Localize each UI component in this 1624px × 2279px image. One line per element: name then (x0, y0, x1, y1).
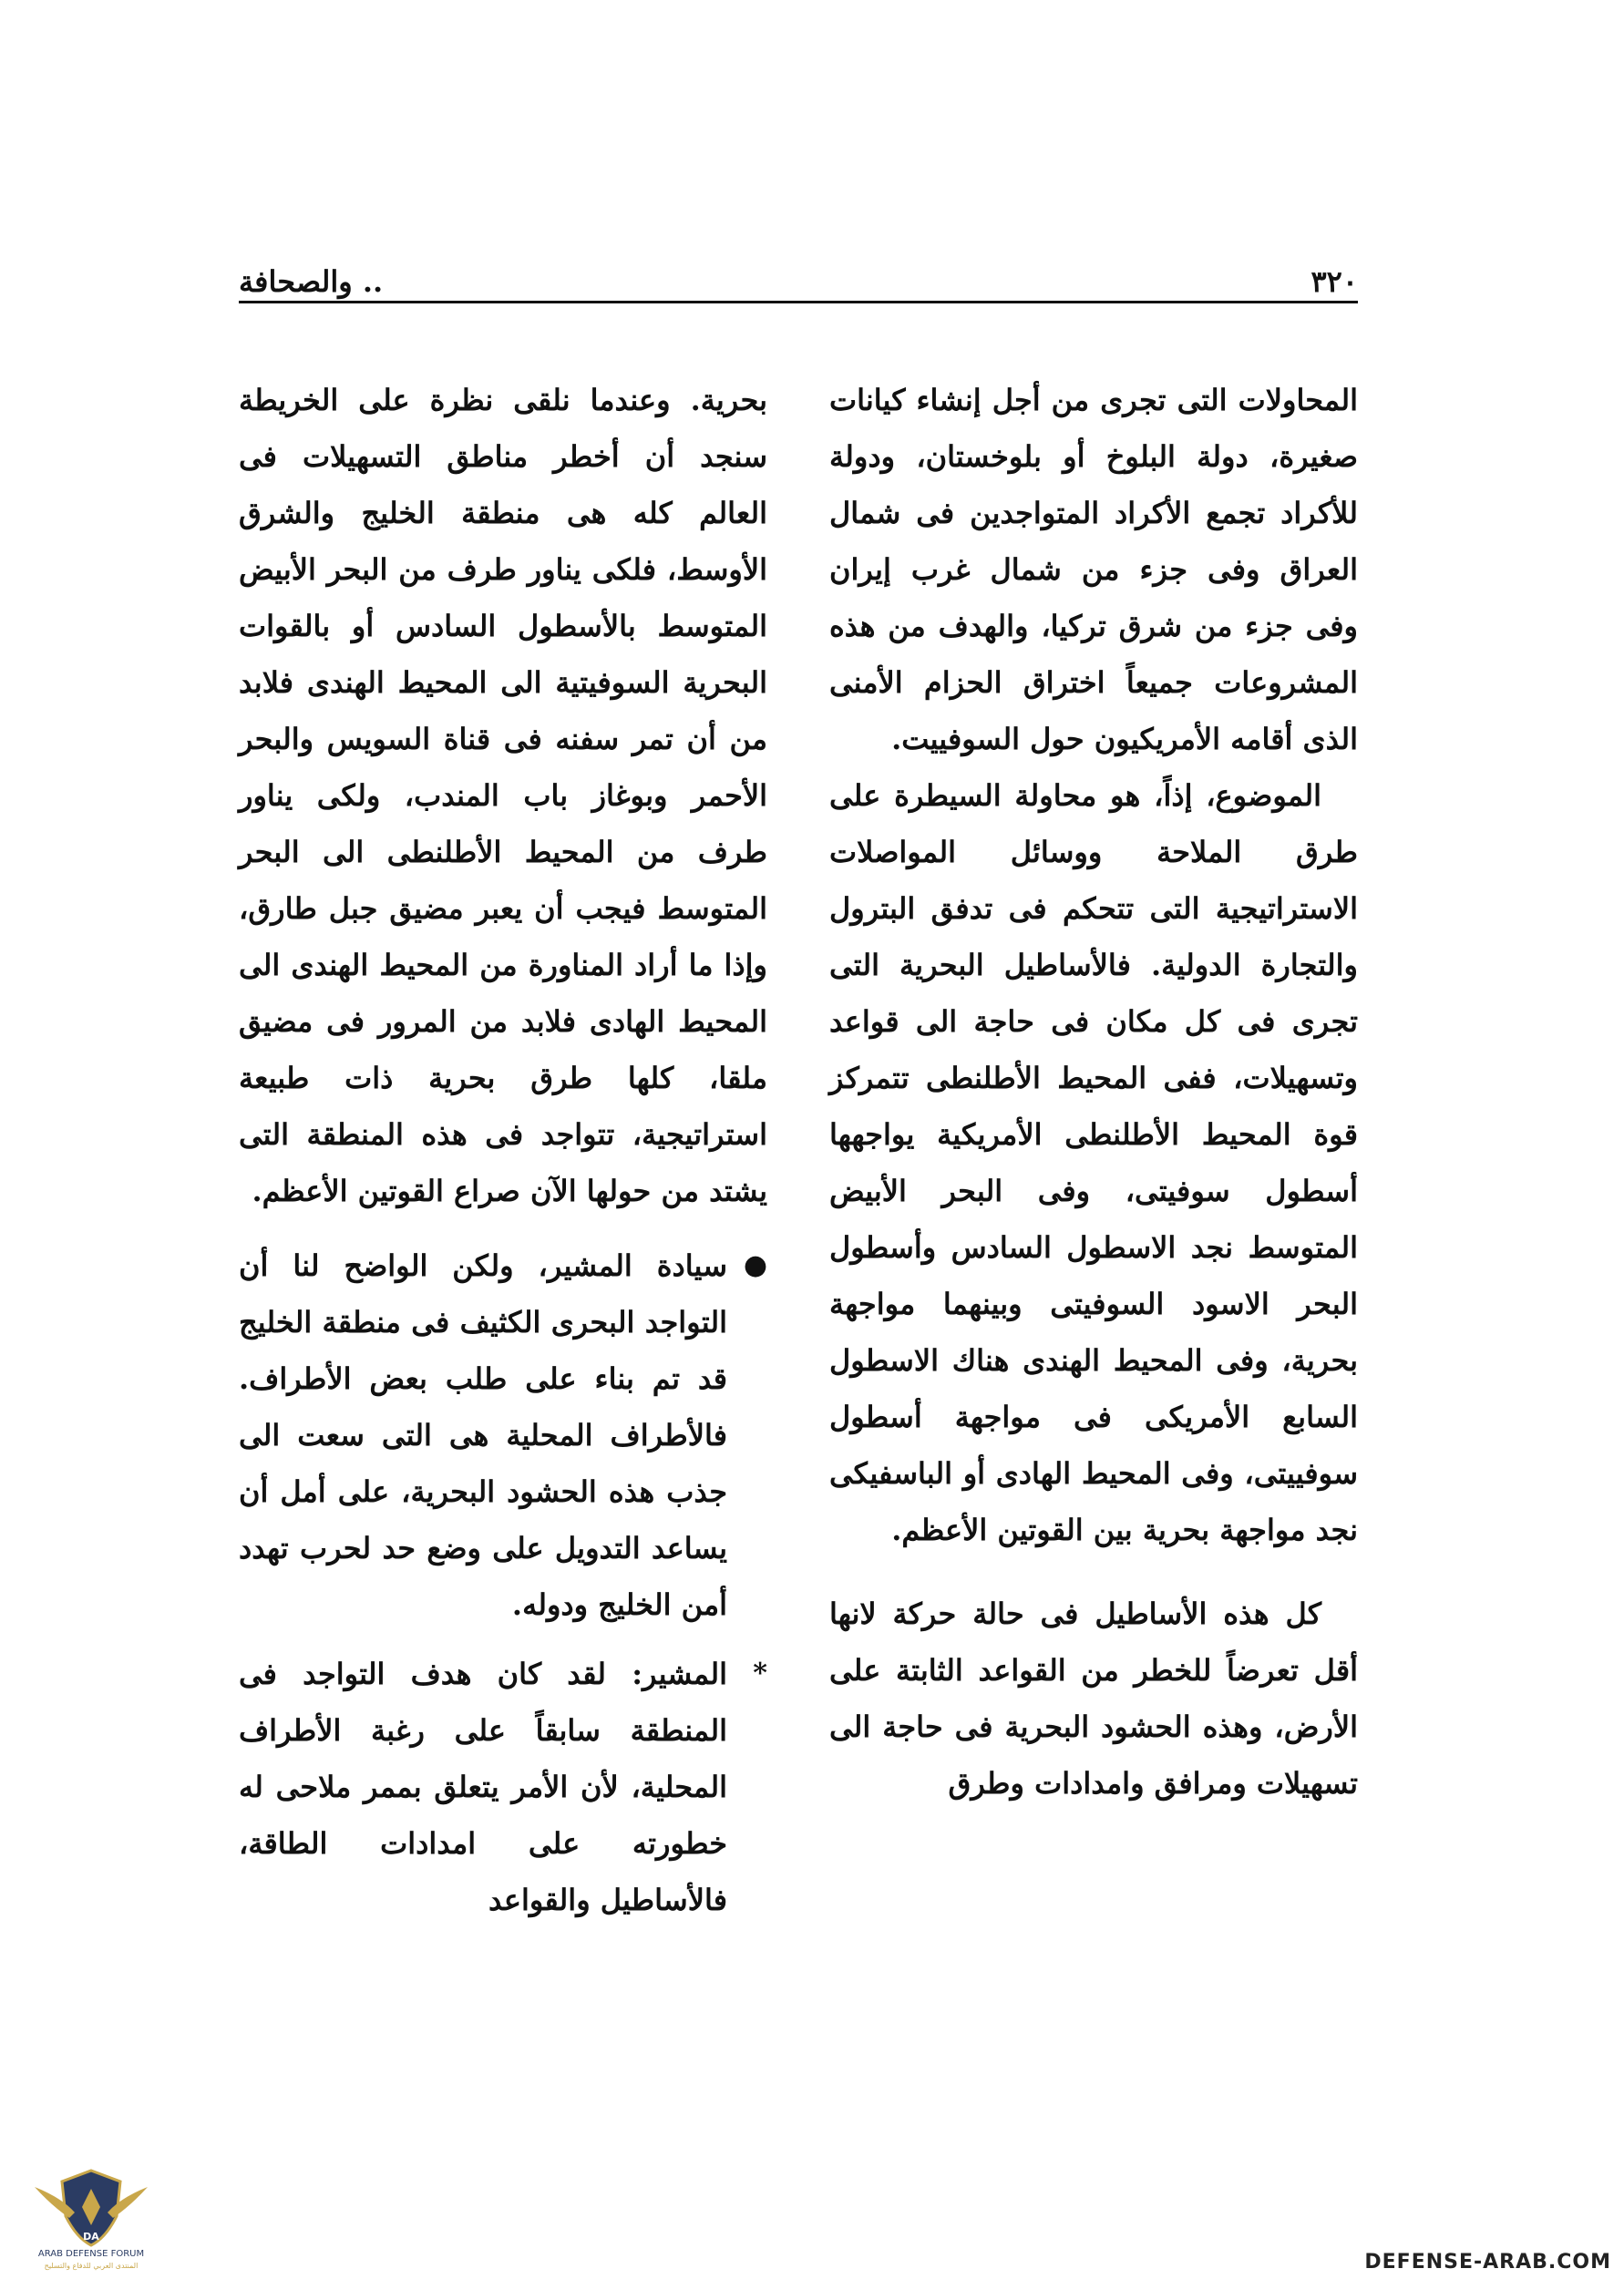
page-number: ٣٢٠ (1311, 264, 1358, 299)
page-header (239, 264, 1358, 303)
interview-answer (239, 1646, 767, 1928)
paragraph: الموضوع، إذاً، هو محاولة السيطرة على طرق الملاحة ووسائل المواصلات الاستراتيجية التى تتحكم فى تدفق البترول والتجارة الدولية. فالأساطيل البحرية التى تجرى فى كل مكان فى حاجة الى قواعد وتسهيلات، ففى المحيط الأطلنطى تتمركز قوة المحيط الأطلنطى الأمريكية يواجهها أسطول سوفيتى، وفى البحر الأبيض المتوسط نجد الاسطول السادس وأسطول البحر الاسود السوفيتى وبينهما مواجهة بحرية، وفى المحيط الهندى هناك الاسطول السابع الأمريكى فى مواجهة أسطول سوفييتى، وفى المحيط الهادى أو الباسفيكى نجد مواجهة بحرية بين القوتين الأعظم. (829, 778, 1358, 1547)
paragraph-gap (239, 1219, 767, 1237)
right-column (829, 372, 1358, 1812)
logo-name: ARAB DEFENSE FORUM (37, 2249, 145, 2259)
question-text: سيادة المشير، ولكن الواضح لنا أن التواجد البحرى الكثيف فى منطقة الخليج قد تم بناء على طلب بعض الأطراف. فالأطراف المحلية هى التى سعت الى جذب هذه الحشود البحرية، على أمل أن يساعد التدويل على وضع حد لحرب تهدد أمن الخليج ودوله. (239, 1248, 727, 1622)
answer-star-icon: * (753, 1658, 767, 1689)
forum-logo (18, 2161, 164, 2271)
interview-question (239, 1237, 767, 1633)
paragraph: بحرية. وعندما نلقى نظرة على الخريطة سنجد أن أخطر مناطق التسهيلات فى العالم كله هى منطقة الخليج والشرق الأوسط، فلكى يناور طرف من البحر الأبيض المتوسط بالأسطول السادس أو بالقوات البحرية السوفيتية الى المحيط الهندى فلابد من أن تمر سفنه فى قناة السويس والبحر الأحمر وبوغاز باب المندب، ولكى يناور طرف من المحيط الأطلنطى الى البحر المتوسط فيجب أن يعبر مضيق جبل طارق، وإذا ما أراد المناورة من المحيط الهندى الى المحيط الهادى فلابد من المرور فى مضيق ملقا، كلها طرق بحرية ذات طبيعة استراتيجية، تتواجد فى هذه المنطقة التى يشتد من حولها الآن صراع القوتين الأعظم. (239, 383, 767, 1208)
left-column (239, 372, 767, 1928)
logo-arabic: المنتدى العربي للدفاع والتسليح (44, 2262, 139, 2270)
eagle-shield-icon (18, 2161, 164, 2271)
running-title: .. والصحافة (239, 264, 384, 299)
paragraph: المحاولات التى تجرى من أجل إنشاء كيانات صغيرة، دولة البلوخ أو بلوخستان، ودولة للأكراد تجمع الأكراد المتواجدين فى شمال العراق وفى جزء من شمال غرب إيران وفى جزء من شرق تركيا، والهدف من هذه المشروعات جميعاً اختراق الحزام الأمنى الذى أقامه الأمريكيون حول السوفييت. (829, 383, 1358, 756)
paragraph: كل هذه الأساطيل فى حالة حركة لانها أقل تعرضاً للخطر من القواعد الثابتة على الأرض، وهذه الحشود البحرية فى حاجة الى تسهيلات ومرافق وامدادات وطرق (829, 1596, 1358, 1801)
paragraph-gap (829, 1558, 1358, 1586)
answer-text: المشير: لقد كان هدف التواجد فى المنطقة سابقاً على رغبة الأطراف المحلية، لأن الأمر يتعلق بممر ملاحى له خطورته على امدادات الطاقة، فالأساطيل والقواعد (239, 1657, 727, 1917)
logo-letters: DA (83, 2231, 99, 2243)
site-watermark: DEFENSE-ARAB.COM (1364, 2251, 1611, 2274)
question-bullet-icon: ● (743, 1249, 767, 1281)
paragraph-gap (239, 1633, 767, 1646)
